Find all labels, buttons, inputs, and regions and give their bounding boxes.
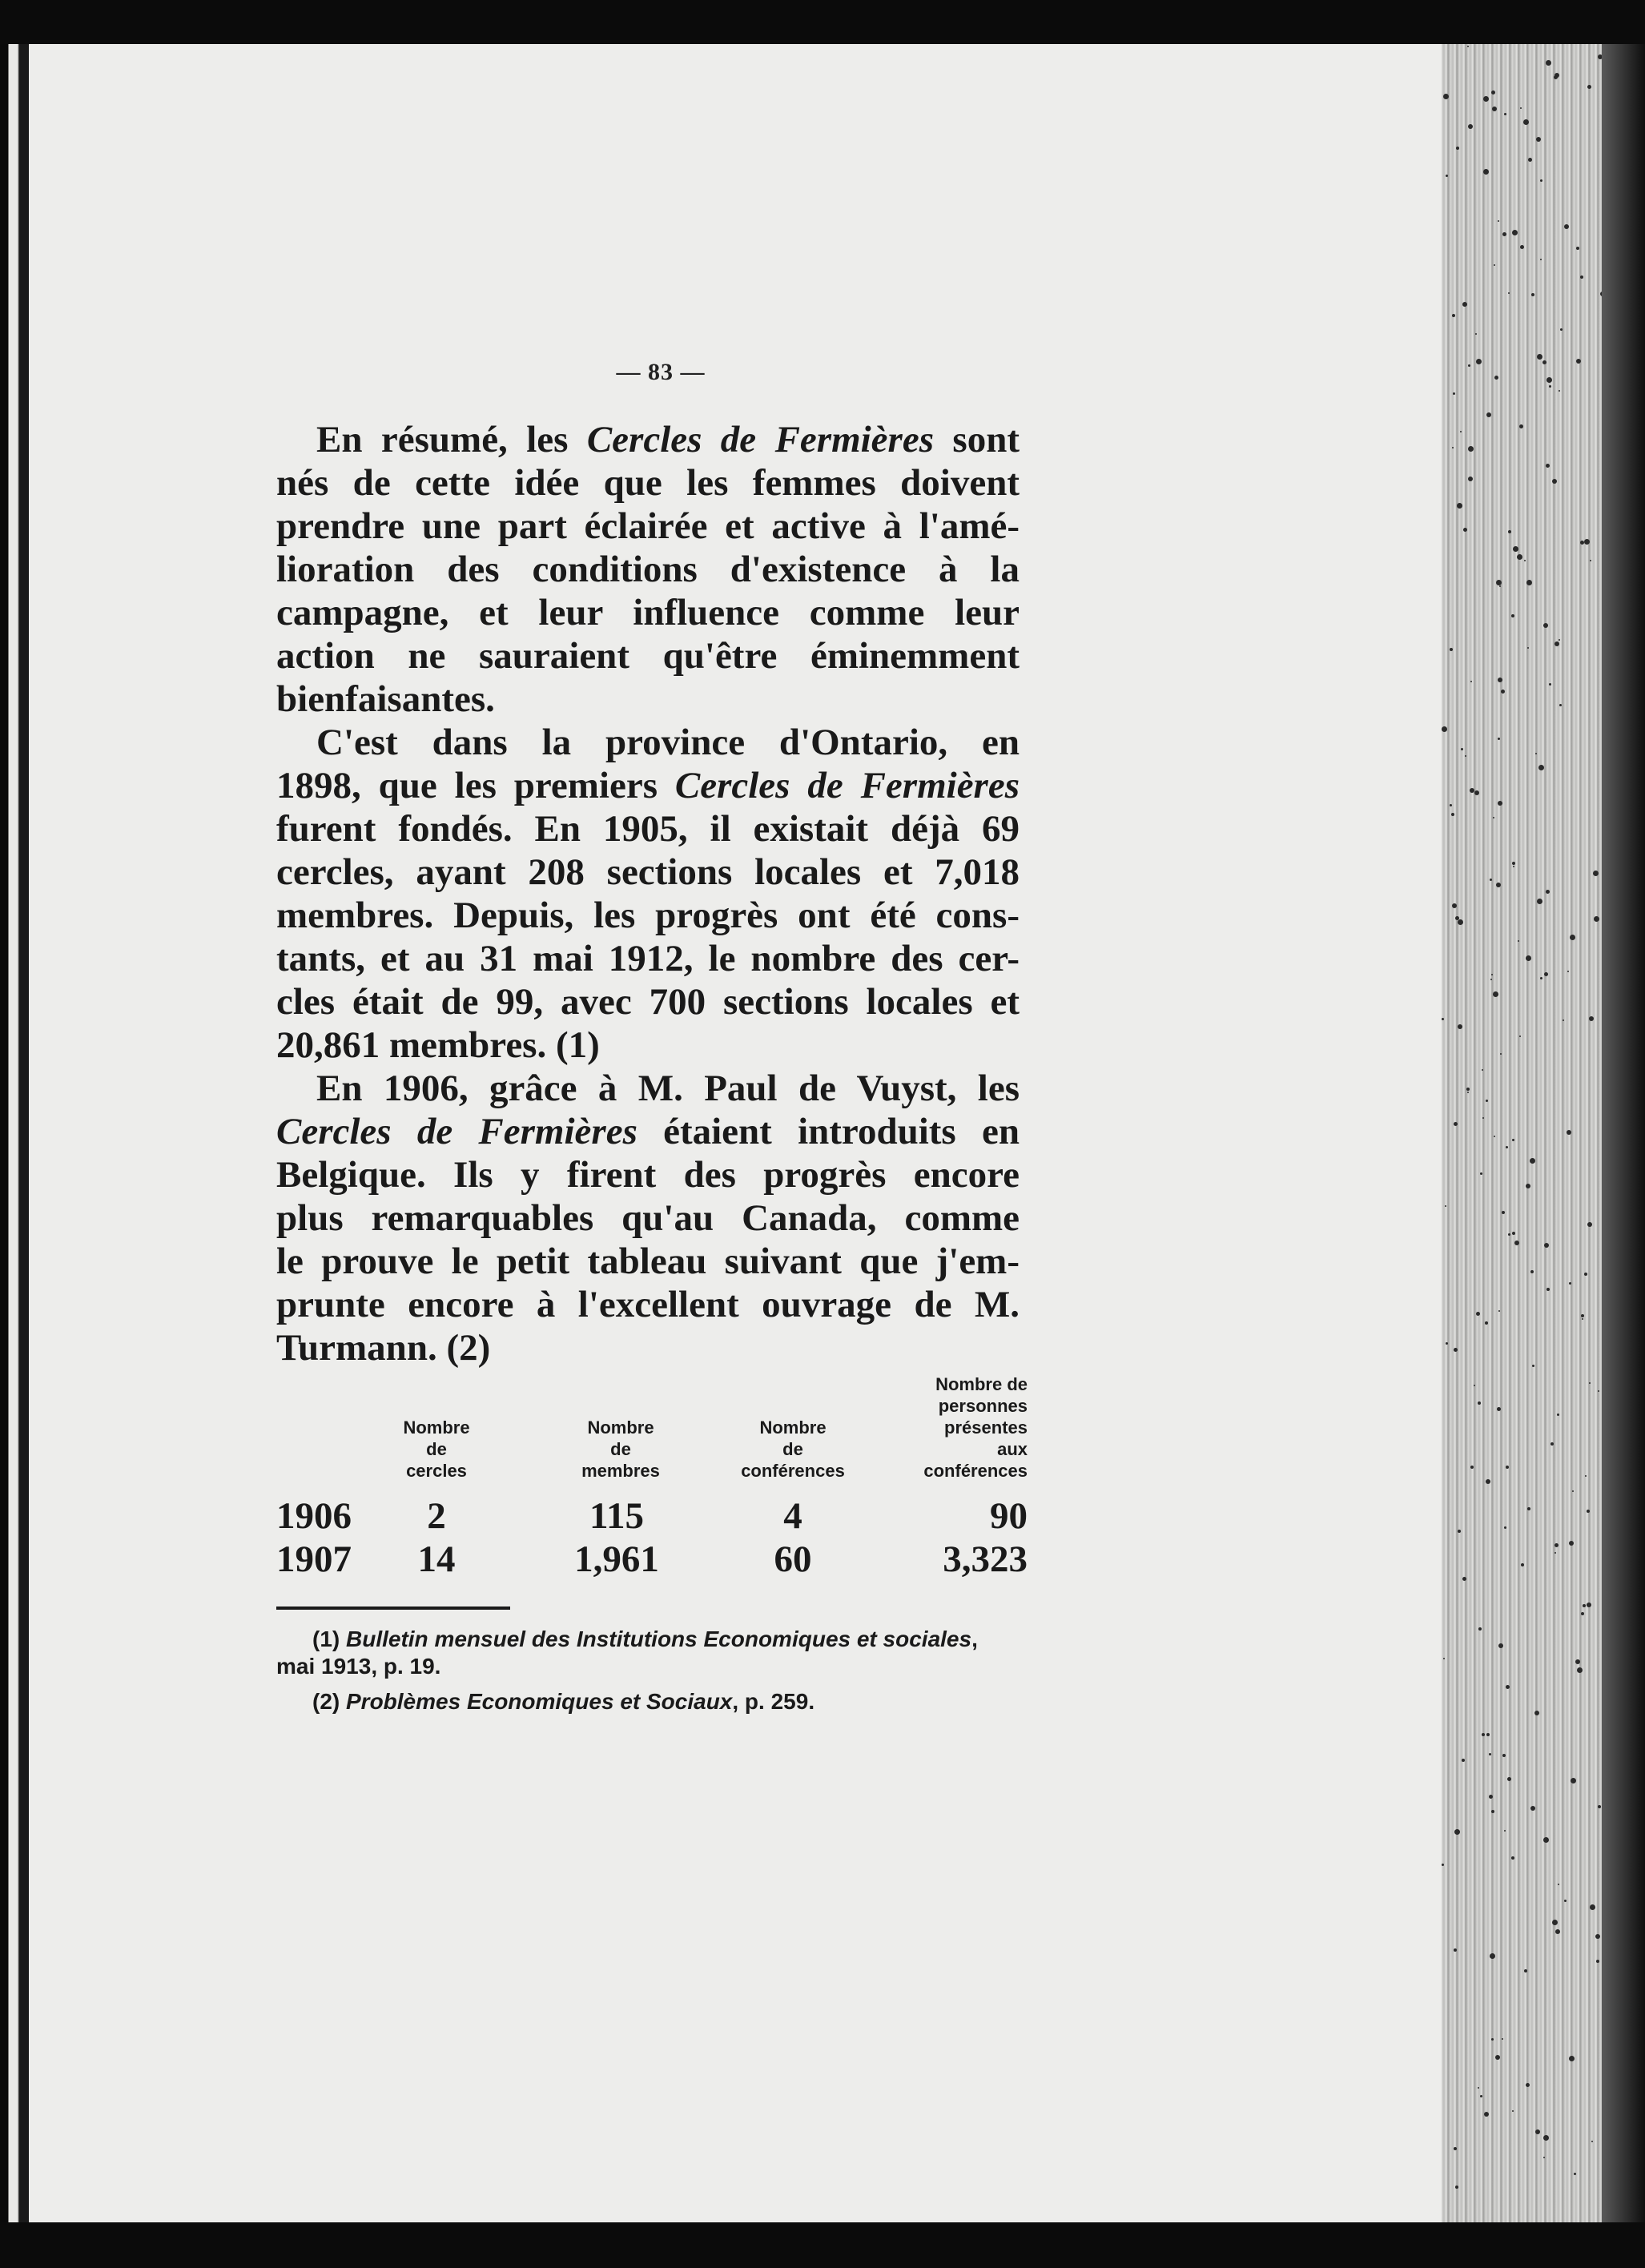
paragraph-2-line-2: 1898, que les premiers Cercles de Fermières xyxy=(276,765,1020,806)
edge-speckle xyxy=(1544,1243,1549,1248)
edge-speckle xyxy=(1507,1777,1511,1781)
edge-speckle xyxy=(1495,2055,1500,2060)
edge-speckle xyxy=(1483,96,1489,102)
edge-speckle xyxy=(1474,1385,1475,1386)
edge-speckle xyxy=(1494,264,1495,266)
edge-speckle xyxy=(1546,1288,1550,1291)
footnote-2: (2) Problèmes Economiques et Sociaux, p. 259. xyxy=(312,1689,815,1714)
edge-speckle xyxy=(1594,916,1599,922)
edge-speckle xyxy=(1508,530,1511,533)
edge-speckle xyxy=(1583,1604,1586,1607)
table-row xyxy=(276,1494,1028,1538)
edge-speckle xyxy=(1506,1146,1508,1148)
edge-speckle xyxy=(1589,1382,1591,1384)
edge-speckle xyxy=(1502,232,1506,236)
edge-speckle xyxy=(1552,479,1557,484)
paragraph-2-line-8: 20,861 membres. (1) xyxy=(276,1024,600,1066)
edge-speckle xyxy=(1518,940,1519,942)
edge-speckle xyxy=(1452,314,1455,317)
edge-speckle xyxy=(1476,359,1482,364)
edge-speckle xyxy=(1498,1643,1503,1648)
edge-speckle xyxy=(1512,230,1518,235)
edge-speckle xyxy=(1476,1312,1480,1316)
edge-speckle xyxy=(1480,1172,1482,1175)
edge-speckle xyxy=(1512,1232,1515,1235)
edge-speckle xyxy=(1585,1475,1587,1477)
edge-speckle xyxy=(1543,623,1548,628)
edge-speckle xyxy=(1538,765,1544,770)
edge-speckle xyxy=(1456,147,1459,150)
edge-speckle xyxy=(1511,614,1514,617)
edge-speckle xyxy=(1546,890,1550,894)
edge-speckle xyxy=(1484,2112,1489,2117)
edge-speckle xyxy=(1499,585,1501,587)
edge-speckle xyxy=(1527,1507,1530,1510)
edge-speckle xyxy=(1489,1795,1493,1799)
edge-speckle xyxy=(1549,385,1551,388)
paragraph-2-line-6: tants, et au 31 mai 1912, le nombre des cer- xyxy=(276,938,1020,979)
paragraph-1-line-4: lioration des conditions d'existence à la xyxy=(276,549,1020,590)
edge-speckle xyxy=(1468,124,1473,129)
edge-speckle xyxy=(1491,974,1493,975)
paragraph-1-line-1: En résumé, les Cercles de Fermières sont xyxy=(316,419,1020,460)
edge-speckle xyxy=(1576,359,1581,364)
edge-speckle xyxy=(1523,119,1529,125)
row-cercles: 2 xyxy=(427,1495,446,1537)
edge-speckle xyxy=(1462,1577,1466,1581)
paragraph-1-line-6: action ne sauraient qu'être éminemment xyxy=(276,635,1020,677)
edge-speckle xyxy=(1450,804,1452,806)
edge-speckle xyxy=(1584,1273,1587,1276)
edge-speckle xyxy=(1546,377,1552,383)
edge-speckle xyxy=(1530,1270,1534,1273)
paragraph-3-line-1: En 1906, grâce à M. Paul de Vuyst, les xyxy=(316,1068,1020,1109)
edge-speckle xyxy=(1514,1241,1519,1245)
edge-speckle xyxy=(1537,354,1542,360)
edge-speckle xyxy=(1442,1864,1444,1866)
edge-speckle xyxy=(1526,955,1531,961)
edge-speckle xyxy=(1542,360,1546,364)
row-conferences: 60 xyxy=(774,1538,812,1580)
row-conferences: 4 xyxy=(783,1495,802,1537)
edge-speckle xyxy=(1453,392,1455,395)
edge-speckle xyxy=(1504,1526,1506,1529)
paragraph-2-line-5: membres. Depuis, les progrès ont été cons- xyxy=(276,895,1020,936)
edge-speckle xyxy=(1532,1365,1534,1367)
edge-speckle xyxy=(1589,1016,1594,1021)
edge-speckle xyxy=(1530,1806,1535,1811)
edge-speckle xyxy=(1559,704,1562,706)
edge-speckle xyxy=(1445,1205,1446,1207)
edge-speckle xyxy=(1536,137,1541,142)
edge-speckle xyxy=(1567,971,1569,972)
paragraph-1-line-7: bienfaisantes. xyxy=(276,678,495,720)
edge-speckle xyxy=(1491,2038,1494,2041)
edge-speckle xyxy=(1452,447,1454,448)
edge-speckle xyxy=(1513,866,1514,867)
edge-speckle xyxy=(1540,179,1542,182)
edge-speckle xyxy=(1468,446,1474,452)
edge-speckle xyxy=(1569,1541,1574,1546)
edge-speckle xyxy=(1591,2141,1593,2142)
edge-speckle xyxy=(1468,364,1470,367)
edge-speckle xyxy=(1552,1920,1558,1925)
paragraph-1-line-3: prendre une part éclairée et active à l'amé- xyxy=(276,505,1020,547)
edge-speckle xyxy=(1455,2186,1458,2189)
edge-speckle xyxy=(1506,1685,1510,1689)
edge-speckle xyxy=(1557,1413,1559,1416)
edge-speckle xyxy=(1500,1053,1502,1055)
edge-speckle xyxy=(1482,1117,1484,1119)
paragraph-3-line-2: Cercles de Fermières étaient introduits en xyxy=(276,1111,1020,1152)
edge-speckle xyxy=(1498,678,1502,682)
edge-speckle xyxy=(1528,158,1532,162)
edge-speckle xyxy=(1506,1466,1509,1469)
edge-speckle xyxy=(1543,1837,1549,1843)
edge-speckle xyxy=(1454,1948,1457,1952)
edge-speckle xyxy=(1454,1348,1458,1352)
edge-speckle xyxy=(1543,2157,1545,2158)
edge-speckle xyxy=(1498,801,1502,806)
edge-speckle xyxy=(1480,2095,1482,2097)
edge-speckle xyxy=(1493,991,1498,997)
edge-speckle xyxy=(1458,1530,1461,1533)
edge-speckle xyxy=(1513,546,1518,552)
edge-speckle xyxy=(1497,1407,1501,1411)
edge-speckle xyxy=(1482,1733,1485,1736)
paragraph-1-line-2: nés de cette idée que les femmes doivent xyxy=(276,462,1020,504)
edge-speckle xyxy=(1549,683,1551,686)
edge-speckle xyxy=(1478,2087,1479,2089)
edge-speckle xyxy=(1486,1733,1490,1736)
edge-speckle xyxy=(1580,275,1583,279)
edge-speckle xyxy=(1462,1759,1465,1762)
edge-speckle xyxy=(1504,1830,1506,1832)
edge-speckle xyxy=(1520,107,1522,109)
edge-speckle xyxy=(1574,2173,1576,2175)
edge-speckle xyxy=(1598,1390,1599,1392)
edge-speckle xyxy=(1530,1158,1535,1164)
edge-speckle xyxy=(1512,2110,1514,2112)
edge-speckle xyxy=(1461,748,1463,750)
table-row xyxy=(276,1538,1028,1581)
paragraph-3-line-3: Belgique. Ils y firent des progrès encore xyxy=(276,1154,1020,1196)
edge-speckle xyxy=(1569,2056,1575,2061)
right-border-shadow xyxy=(1602,44,1645,2222)
edge-speckle xyxy=(1520,245,1524,249)
edge-speckle xyxy=(1590,560,1591,561)
header-cercles: Nombre de cercles xyxy=(403,1418,470,1481)
paragraph-3-line-4: plus remarquables qu'au Canada, comme xyxy=(276,1197,1020,1239)
paragraph-1-line-5: campagne, et leur influence comme leur xyxy=(276,592,1020,633)
edge-speckle xyxy=(1454,1122,1458,1126)
edge-speckle xyxy=(1458,919,1463,925)
edge-speckle xyxy=(1493,817,1494,818)
edge-speckle xyxy=(1512,862,1515,865)
statistics-table xyxy=(276,1368,1028,1581)
edge-speckle xyxy=(1502,1754,1506,1757)
edge-speckle xyxy=(1451,813,1454,816)
edge-speckle xyxy=(1534,1711,1539,1715)
edge-speckle xyxy=(1490,979,1492,980)
edge-speckle xyxy=(1546,60,1551,66)
edge-speckle xyxy=(1492,107,1497,111)
edge-speckle xyxy=(1531,293,1534,296)
edge-speckle xyxy=(1483,169,1489,175)
edge-speckle xyxy=(1587,1222,1592,1227)
edge-speckle xyxy=(1544,972,1548,976)
edge-speckle xyxy=(1489,1753,1491,1755)
edge-speckle xyxy=(1564,224,1569,229)
header-conferences: Nombre de conférences xyxy=(741,1418,845,1481)
edge-speckle xyxy=(1535,753,1537,754)
edge-speckle xyxy=(1519,424,1523,428)
edge-speckle xyxy=(1537,899,1542,904)
edge-speckle xyxy=(1555,1552,1556,1554)
edge-speckle xyxy=(1595,1934,1600,1939)
edge-speckle xyxy=(1482,1069,1483,1071)
paragraph-3-line-7: Turmann. (2) xyxy=(276,1327,491,1369)
edge-speckle xyxy=(1559,390,1560,392)
paragraph-3-line-5: le prouve le petit tableau suivant que j'em- xyxy=(276,1241,1020,1282)
edge-speckle xyxy=(1442,726,1447,732)
edge-speckle xyxy=(1569,1282,1571,1285)
row-membres: 115 xyxy=(589,1495,644,1537)
edge-speckle xyxy=(1442,1018,1444,1020)
edge-speckle xyxy=(1460,431,1462,432)
edge-speckle xyxy=(1470,681,1472,682)
paragraph-2-line-1: C'est dans la province d'Ontario, en xyxy=(316,722,1020,763)
edge-speckle xyxy=(1485,1321,1488,1325)
table-header-row xyxy=(276,1368,1028,1482)
paragraph-2-line-3: furent fondés. En 1905, il existait déjà 69 xyxy=(276,808,1020,850)
edge-speckle xyxy=(1466,1088,1470,1091)
edge-speckle xyxy=(1454,1829,1460,1835)
paragraph-2-line-4: cercles, ayant 208 sections locales et 7,018 xyxy=(276,851,1020,893)
edge-speckle xyxy=(1550,1442,1554,1446)
edge-speckle xyxy=(1457,503,1462,509)
edge-speckle xyxy=(1446,175,1448,177)
edge-speckle xyxy=(1508,292,1510,294)
edge-speckle xyxy=(1491,1810,1494,1813)
edge-speckle xyxy=(1486,1479,1490,1484)
edge-speckle xyxy=(1496,883,1501,887)
edge-speckle xyxy=(1555,641,1559,646)
edge-speckle xyxy=(1535,2129,1540,2134)
edge-speckle xyxy=(1540,977,1542,979)
edge-speckle xyxy=(1590,1904,1595,1910)
row-membres: 1,961 xyxy=(574,1538,659,1580)
edge-speckle xyxy=(1502,2038,1503,2040)
edge-speckle xyxy=(1502,1211,1505,1214)
edge-speckle xyxy=(1496,580,1502,585)
edge-speckle xyxy=(1475,333,1477,335)
edge-speckle xyxy=(1467,46,1469,47)
edge-speckle xyxy=(1581,1314,1584,1317)
edge-speckle xyxy=(1581,1612,1584,1615)
edge-speckle xyxy=(1587,1510,1590,1513)
edge-speckle xyxy=(1587,85,1591,89)
edge-speckle xyxy=(1458,1024,1462,1029)
footnote-divider xyxy=(276,1606,510,1610)
edge-speckle xyxy=(1571,1778,1576,1783)
edge-speckle xyxy=(1467,1092,1469,1093)
edge-speckle xyxy=(1446,1342,1448,1345)
edge-speckle xyxy=(1596,1960,1599,1963)
paragraph-3-line-6: prunte encore à l'excellent ouvrage de M. xyxy=(276,1284,1020,1325)
edge-speckle xyxy=(1521,1563,1524,1566)
edge-speckle xyxy=(1504,113,1506,115)
edge-speckle xyxy=(1582,1318,1583,1320)
edge-speckle xyxy=(1498,1310,1500,1312)
edge-speckle xyxy=(1478,1401,1481,1405)
edge-speckle xyxy=(1486,412,1491,417)
edge-speckle xyxy=(1524,1969,1527,1972)
footnotes xyxy=(276,1626,1020,1723)
body-text xyxy=(276,418,1020,1369)
edge-speckle xyxy=(1443,94,1449,99)
edge-speckle xyxy=(1560,328,1563,331)
edge-speckle xyxy=(1443,1658,1445,1659)
edge-speckle xyxy=(1555,1929,1560,1934)
edge-speckle xyxy=(1559,639,1560,641)
edge-speckle xyxy=(1498,220,1499,222)
row-personnes: 3,323 xyxy=(943,1538,1028,1580)
edge-speckle xyxy=(1501,690,1505,694)
edge-speckle xyxy=(1517,554,1522,560)
edge-speckle xyxy=(1463,528,1467,532)
edge-speckle xyxy=(1546,464,1550,468)
edge-speckle xyxy=(1508,1233,1510,1236)
footnote-1: (1) Bulletin mensuel des Institutions Economiques et sociales, mai 1913, p. 19. xyxy=(276,1627,978,1679)
row-cercles: 14 xyxy=(417,1538,456,1580)
edge-speckle xyxy=(1563,1019,1564,1021)
paragraph-2-line-7: cles était de 99, avec 700 sections locales et xyxy=(276,981,1020,1023)
edge-speckle xyxy=(1465,755,1466,757)
edge-speckle xyxy=(1490,879,1492,881)
header-personnes: Nombre de personnes présentes aux conférences xyxy=(923,1374,1028,1481)
header-membres: Nombre de membres xyxy=(581,1418,660,1481)
edge-speckle xyxy=(1593,871,1599,876)
edge-speckle xyxy=(1567,1130,1571,1135)
edge-speckle xyxy=(1540,259,1542,260)
page-number: — 83 — xyxy=(616,359,706,385)
edge-speckle xyxy=(1452,903,1457,908)
edge-speckle xyxy=(1527,647,1529,649)
edge-speckle xyxy=(1450,648,1453,651)
edge-speckle xyxy=(1474,790,1479,795)
row-personnes: 90 xyxy=(990,1495,1028,1537)
edge-speckle xyxy=(1498,738,1500,740)
edge-speckle xyxy=(1554,75,1558,79)
edge-speckle xyxy=(1468,477,1473,481)
edge-speckle xyxy=(1454,2147,1457,2150)
edge-speckle xyxy=(1572,1490,1574,1492)
edge-speckle xyxy=(1526,1184,1530,1188)
edge-speckle xyxy=(1478,1627,1482,1631)
edge-speckle xyxy=(1587,1602,1591,1607)
edge-speckle xyxy=(1490,1953,1495,1959)
row-year: 1907 xyxy=(276,1538,352,1580)
edge-speckle xyxy=(1575,1659,1580,1664)
edge-speckle xyxy=(1470,1466,1474,1469)
edge-speckle xyxy=(1486,1100,1488,1102)
edge-speckle xyxy=(1577,1667,1583,1673)
edge-speckle xyxy=(1584,539,1590,545)
edge-speckle xyxy=(1598,1805,1601,1808)
row-year: 1906 xyxy=(276,1495,352,1537)
edge-speckle xyxy=(1494,1136,1495,1137)
edge-speckle xyxy=(1519,1035,1521,1037)
edge-speckle xyxy=(1526,2083,1530,2087)
edge-speckle xyxy=(1491,90,1495,94)
edge-speckle xyxy=(1543,2135,1549,2141)
edge-speckle xyxy=(1576,247,1579,250)
edge-speckle xyxy=(1494,376,1498,380)
edge-speckle xyxy=(1558,1884,1559,1885)
edge-speckle xyxy=(1512,1139,1514,1141)
edge-speckle xyxy=(1555,1543,1559,1547)
edge-speckle xyxy=(1570,935,1575,940)
edge-speckle xyxy=(1526,580,1532,585)
edge-speckle xyxy=(1564,1900,1567,1902)
edge-speckle xyxy=(1511,1856,1514,1860)
edge-speckle xyxy=(1462,302,1467,307)
edge-speckle xyxy=(1524,560,1526,561)
